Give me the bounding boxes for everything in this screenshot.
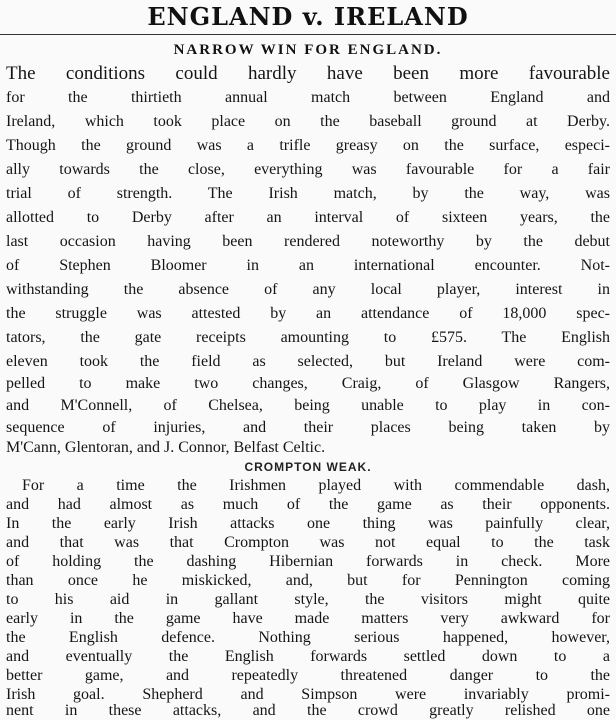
paragraph-2-line: nent in these attacks, and the crowd greatly relished one <box>6 702 610 719</box>
paragraph-1-line: trial of strength. The Irish match, by the way, was <box>6 185 610 202</box>
paragraph-2-line: For a time the Irishmen played with commendable dash, <box>22 477 610 494</box>
paragraph-2-line: than once he miskicked, and, but for Pennington coming <box>6 572 610 589</box>
paragraph-1-line: M'Cann, Glentoran, and J. Connor, Belfast Celtic. <box>6 439 326 456</box>
paragraph-1-line: last occasion having been rendered noteworthy by the debut <box>6 233 610 250</box>
section-heading: CROMPTON WEAK. <box>244 460 372 474</box>
headline-rule <box>0 34 616 35</box>
paragraph-2-line: Irish goal. Shepherd and Simpson were invariably promi- <box>6 686 610 703</box>
paragraph-1-line: allotted to Derby after an interval of sixteen years, the <box>6 209 610 226</box>
subheadline: NARROW WIN FOR ENGLAND. <box>173 42 443 58</box>
paragraph-2-line: of holding the dashing Hibernian forwards in check. More <box>6 553 610 570</box>
paragraph-1-line: eleven took the field as selected, but Ireland were com- <box>6 353 610 370</box>
paragraph-2-line: early in the game have made matters very awkward for <box>6 610 610 627</box>
paragraph-2-line: In the early Irish attacks one thing was painfully clear, <box>6 515 610 532</box>
paragraph-1-line: withstanding the absence of any local player, interest in <box>6 281 610 298</box>
paragraph-1-line: of Stephen Bloomer in an international encounter. Not- <box>6 257 610 274</box>
paragraph-2-line: the English defence. Nothing serious happened, however, <box>6 629 610 646</box>
paragraph-1-line: ally towards the close, everything was favourable for a fair <box>6 161 610 178</box>
paragraph-1-line: The conditions could hardly have been more favourable <box>6 63 610 84</box>
paragraph-1-line: pelled to make two changes, Craig, of Glasgow Rangers, <box>6 375 610 392</box>
paragraph-2-line: and had almost as much of the game as their opponents. <box>6 496 610 513</box>
paragraph-1-line: and M'Connell, of Chelsea, being unable to play in con- <box>6 397 610 414</box>
paragraph-2-line: to his aid in gallant style, the visitors might quite <box>6 591 610 608</box>
paragraph-1-line: tators, the gate receipts amounting to £575. The English <box>6 329 610 346</box>
paragraph-1-line: Ireland, which took place on the baseball ground at Derby. <box>6 113 610 130</box>
paragraph-1-line: Though the ground was a trifle greasy on the surface, especi- <box>6 137 610 154</box>
headline: ENGLAND v. IRELAND <box>147 2 469 31</box>
paragraph-1-line: sequence of injuries, and their places being taken by <box>6 419 610 436</box>
paragraph-1-line: the struggle was attested by an attendance of 18,000 spec- <box>6 305 610 322</box>
paragraph-2-line: and that was that Crompton was not equal to the task <box>6 534 610 551</box>
paragraph-2-line: better game, and repeatedly threatened danger to the <box>6 667 610 684</box>
paragraph-1-line: for the thirtieth annual match between England and <box>6 89 610 106</box>
paragraph-2-line: and eventually the English forwards settled down to a <box>6 648 610 665</box>
